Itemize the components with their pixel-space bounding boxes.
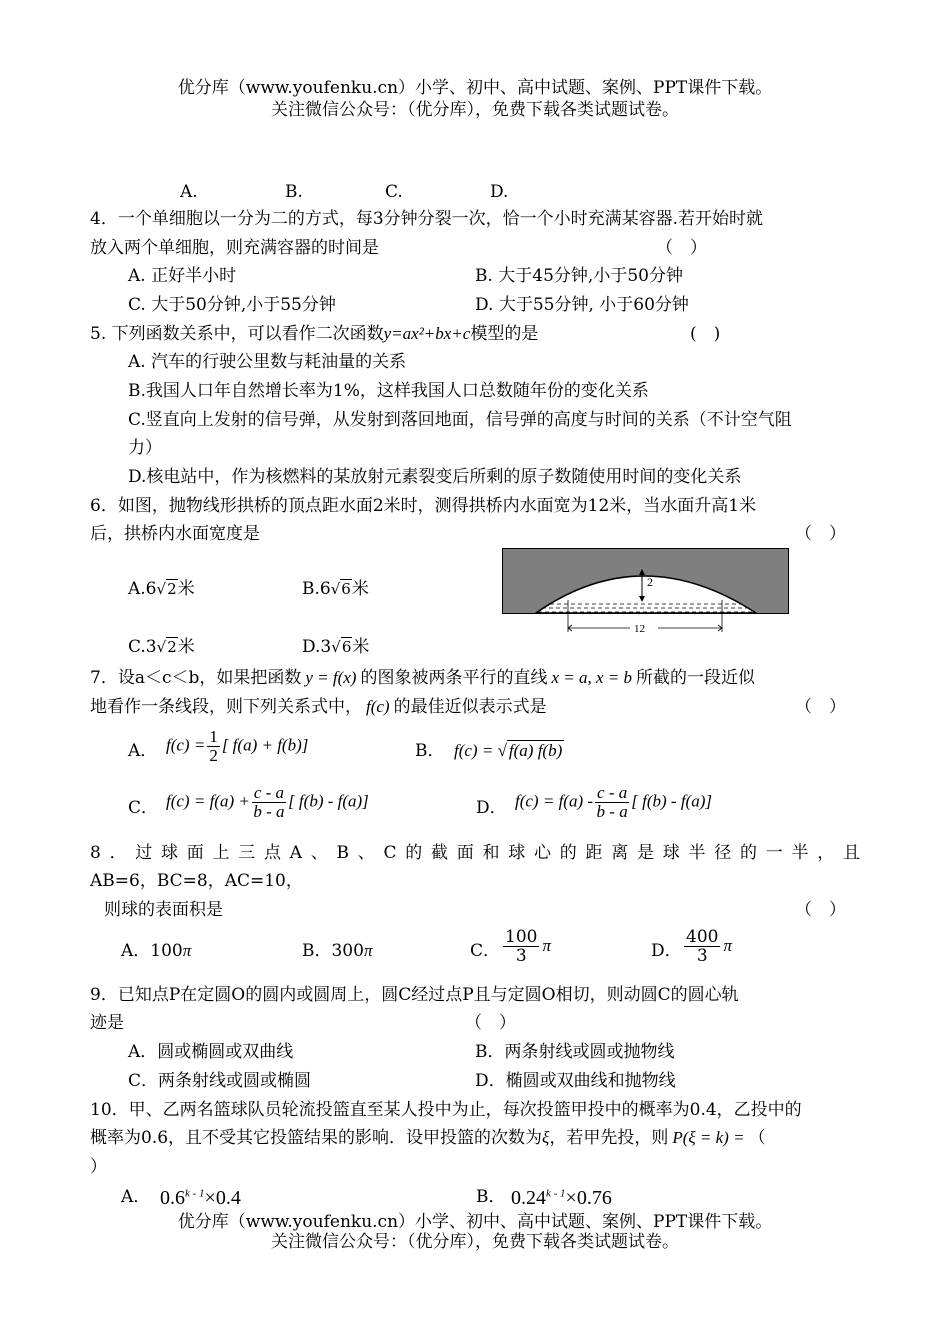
q7-line-2: 地看作一条线段，则下列关系式中， f(c) 的最佳近似表示式是 (90, 697, 547, 717)
q6-option-d: D.3√6米 (302, 637, 370, 657)
q4-line-2: 放入两个单细胞，则充满容器的时间是 (90, 238, 379, 258)
q8-option-c-label: C． (470, 941, 501, 961)
q10-option-a-formula: $0.6^{k - 1}\times 0.4$ (160, 1187, 241, 1209)
width-label: 12 (634, 623, 645, 635)
q3-option-d: D. (490, 182, 509, 202)
q3-option-b: B. (285, 182, 303, 202)
q10-line-2: 概率为0.6，且不受其它投篮结果的影响．设甲投篮的次数为ξ，若甲先投，则 P(ξ = k) = （ (90, 1128, 766, 1148)
q4-line-1: 4．一个单细胞以一分为二的方式，每3分钟分裂一次，恰一个小时充满某容器.若开始时就 (90, 209, 764, 229)
q8-option-a: A．100π (121, 941, 192, 961)
q9-line-2: 迹是 (90, 1013, 124, 1033)
q7-bracket: （ ） (795, 697, 846, 717)
q9-option-a: A．圆或椭圆或双曲线 (128, 1042, 294, 1062)
q9-option-d: D．椭圆或双曲线和抛物线 (475, 1071, 676, 1091)
q5-stem-suffix: 模型的是 (470, 324, 539, 344)
q6-option-a: A.6√2米 (128, 579, 195, 599)
q6-bracket: （ ） (795, 524, 846, 544)
q7-option-b-label: B． (415, 741, 445, 761)
q6-option-c: C.3√2米 (128, 637, 195, 657)
q5-stem-prefix: 5. 下列函数关系中，可以看作二次函数 (90, 324, 384, 344)
q7-option-d-formula: f(c) = f(a) - $\frac{c - a}{b - a}$ [ f(b) - f(a)] (515, 783, 712, 821)
q5-option-b: B.我国人口年自然增长率为1%，这样我国人口总数随年份的变化关系 (128, 381, 649, 401)
q9-bracket: （ ） (465, 1013, 516, 1033)
arch-bridge-figure (502, 548, 790, 640)
q8-bracket: （ ） (795, 900, 846, 920)
q7-option-d-label: D． (476, 798, 507, 818)
q4-option-d: D. 大于55分钟, 小于60分钟 (475, 295, 689, 315)
q8-option-c-value: $\frac{100}{3}$ π (505, 927, 551, 966)
q8-line-3: 则球的表面积是 (104, 900, 223, 920)
q10-line-3: ） (90, 1157, 107, 1177)
q6-line-1: 6．如图，抛物线形拱桥的顶点距水面2米时，测得拱桥内水面宽为12米，当水面升高1米 (90, 496, 757, 516)
q8-line-2: AB=6，BC=8，AC=10， (90, 871, 303, 891)
footer-line-1: 优分库（www.youfenku.cn）小学、初中、高中试题、案例、PPT课件下载。 (177, 1212, 773, 1232)
q9-line-1: 9．已知点P在定圆O的圆内或圆周上，圆C经过点P且与定圆O相切，则动圆C的圆心轨 (90, 985, 739, 1005)
q10-line-1: 10．甲、乙两名篮球队员轮流投篮直至某人投中为止，每次投篮甲投中的概率为0.4，乙投中的 (90, 1100, 802, 1120)
q7-option-c-label: C． (128, 798, 159, 818)
q9-option-b: B．两条射线或圆或抛物线 (475, 1042, 675, 1062)
q5-formula: y=ax²+bx+c (383, 324, 471, 343)
height-label: 2 (647, 575, 653, 589)
q10-option-b-label: B． (476, 1187, 506, 1207)
q7-option-a-label: A． (128, 741, 158, 761)
q10-option-a-label: A． (121, 1187, 151, 1207)
q3-option-a: A. (180, 182, 198, 202)
header-line-2: 关注微信公众号：（优分库），免费下载各类试题试卷。 (271, 100, 679, 120)
header-line-1: 优分库（www.youfenku.cn）小学、初中、高中试题、案例、PPT课件下载。 (177, 78, 773, 98)
q8-option-b: B．300π (302, 941, 373, 961)
q10-option-b-formula: $0.24^{k - 1}\times 0.76$ (511, 1187, 612, 1209)
q7-line-1: 7．设a＜c＜b，如果把函数 y = f(x) 的图象被两条平行的直线 x = a, x = b 所截的一段近似 (90, 668, 756, 688)
q5-option-d: D.核电站中，作为核燃料的某放射元素裂变后所剩的原子数随使用时间的变化关系 (128, 467, 742, 487)
q5-bracket: ( ) (690, 324, 721, 344)
q6-option-b: B.6√6米 (302, 579, 369, 599)
footer-line-2: 关注微信公众号：（优分库），免费下载各类试题试卷。 (271, 1232, 679, 1252)
q7-option-a-formula: f(c) = $\frac{1}{2}$ [ f(a) + f(b)] (166, 727, 309, 765)
q4-option-a: A. 正好半小时 (128, 266, 237, 286)
q7-option-b-formula: f(c) = √ f(a) f(b) (454, 741, 563, 760)
q5-stem (90, 323, 538, 345)
q5-option-c-cont: 力） (128, 438, 162, 458)
q6-line-2: 后，拱桥内水面宽度是 (90, 524, 260, 544)
q3-option-c: C. (385, 182, 403, 202)
q5-option-c: C.竖直向上发射的信号弹，从发射到落回地面，信号弹的高度与时间的关系（不计空气阻 (128, 410, 792, 430)
q4-bracket: （ ） (656, 238, 707, 258)
q7-option-c-formula: f(c) = f(a) + $\frac{c - a}{b - a}$ [ f(b) - f(a)] (166, 783, 369, 821)
q8-option-d-value: $\frac{400}{3}$ π (686, 927, 732, 966)
q8-option-d-label: D． (651, 941, 682, 961)
q8-line-1: 8．过球面上三点A、B、C的截面和球心的距离是球半径的一半，且 (90, 843, 860, 863)
q9-option-c: C．两条射线或圆或椭圆 (128, 1071, 312, 1091)
q4-option-c: C. 大于50分钟,小于55分钟 (128, 295, 336, 315)
q4-option-b: B. 大于45分钟,小于50分钟 (475, 266, 683, 286)
q5-option-a: A. 汽车的行驶公里数与耗油量的关系 (128, 352, 407, 372)
